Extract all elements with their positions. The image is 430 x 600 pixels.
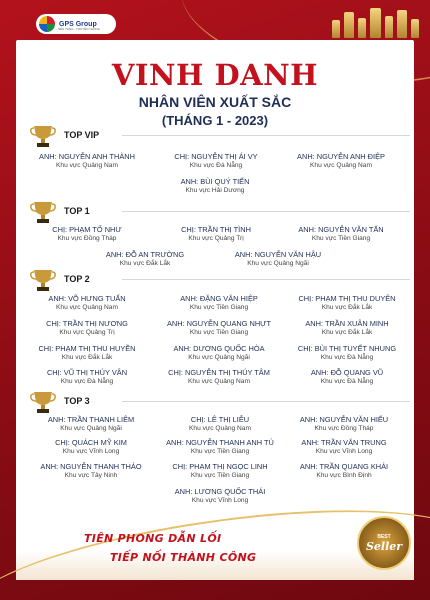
honoree	[154, 319, 284, 336]
globe-icon	[39, 16, 55, 32]
honoree-area: Khu vực Đà Nẵng	[320, 354, 374, 361]
honoree-area: Khu vực Tiền Giang	[189, 329, 249, 336]
honoree	[279, 415, 409, 432]
section-title: TOP 2	[64, 274, 90, 284]
honoree-name: ANH: ĐỖ AN TRƯỜNG	[105, 250, 185, 259]
honoree-name: ANH: TRẦN THANH LIÊM	[47, 415, 135, 424]
section-header	[30, 124, 410, 146]
honoree	[22, 319, 152, 336]
best-seller-badge	[357, 516, 411, 570]
honoree-name: ANH: ĐỖ QUANG VŨ	[310, 368, 384, 377]
honoree-area: Khu vực Quảng Nam	[310, 162, 372, 169]
honoree-area: Khu vực Đà Nẵng	[60, 378, 114, 385]
honoree	[282, 344, 412, 361]
honoree-name: ANH: NGUYỄN THANH ANH TÚ	[166, 438, 274, 447]
section-top-1	[30, 200, 410, 270]
honoree-area: Khu vực Đà Nẵng	[189, 162, 243, 169]
honoree-name: CHỊ: QUÁCH MỸ KIM	[55, 438, 127, 447]
honoree	[282, 319, 412, 336]
page-subtitle: NHÂN VIÊN XUẤT SẮC	[138, 94, 292, 110]
honoree-name: ANH: NGUYỄN VĂN HIẾU	[299, 415, 389, 424]
section-header	[30, 268, 410, 290]
section-top-2	[30, 268, 410, 388]
honoree-area: Khu vực Quảng Ngãi	[247, 260, 309, 267]
honoree-area: Khu vực Bình Định	[316, 472, 372, 479]
section-title: TOP 1	[64, 206, 90, 216]
section-top-3	[30, 390, 410, 520]
honoree	[26, 415, 156, 432]
honoree-name: ANH: LƯƠNG QUỐC THÁI	[174, 487, 266, 496]
honoree	[155, 487, 285, 504]
logo-subtext: NẾN TẢNG - TRUYỀN THÔNG	[58, 27, 101, 31]
honoree-name: CHỊ: NGUYỄN THỊ THÚY TÂM	[168, 368, 270, 377]
honoree	[154, 294, 284, 311]
slogan-line-2: TIẾP NỐI THÀNH CÔNG	[110, 551, 257, 564]
honoree	[26, 462, 156, 479]
honoree	[279, 438, 409, 455]
honoree-name: ANH: DƯƠNG QUỐC HÒA	[173, 344, 265, 353]
honoree	[279, 462, 409, 479]
trophy-cup-icon	[30, 124, 56, 148]
honoree-name: ANH: NGUYỄN THANH THẢO	[40, 462, 142, 471]
honoree-area: Khu vực Tiền Giang	[311, 235, 371, 242]
honoree-area: Khu vực Hải Dương	[185, 187, 245, 194]
honoree	[151, 152, 281, 169]
honoree-area: Khu vực Quảng Nam	[188, 378, 250, 385]
honoree-area: Khu vực Đồng Tháp	[314, 425, 374, 432]
section-header	[30, 200, 410, 222]
honoree-name: CHỊ: PHẠM THỊ NGỌC LINH	[172, 462, 268, 471]
period-label: (THÁNG 1 - 2023)	[161, 113, 269, 128]
honoree-name: CHỊ: PHẠM TỐ NHƯ	[52, 225, 122, 234]
honoree-area: Khu vực Đắk Lắk	[321, 304, 373, 311]
honoree-name: ANH: NGUYỄN ANH THÀNH	[39, 152, 135, 161]
honoree-area: Khu vực Tiền Giang	[190, 448, 250, 455]
honoree-area: Khu vực Đắk Lắk	[321, 329, 373, 336]
honoree-area: Khu vực Quảng Ngãi	[188, 354, 250, 361]
gps-group-logo	[36, 14, 116, 34]
honoree	[22, 294, 152, 311]
honoree	[276, 225, 406, 242]
honoree-name: CHỊ: VŨ THỊ THÚY VÂN	[46, 368, 128, 377]
section-divider	[122, 135, 410, 136]
honoree-name: CHỊ: TRẦN THỊ NƯƠNG	[46, 319, 128, 328]
honoree-area: Khu vực Vĩnh Long	[191, 497, 249, 504]
honoree-area: Khu vực Quảng Nam	[56, 304, 118, 311]
honoree	[154, 368, 284, 385]
section-title: TOP 3	[64, 396, 90, 406]
section-title: TOP VIP	[64, 130, 100, 140]
honoree	[155, 462, 285, 479]
honoree-name: ANH: VÕ HƯNG TUẤN	[48, 294, 126, 303]
honoree-area: Khu vực Quảng Trị	[188, 235, 244, 242]
honoree-area: Khu vực Tiền Giang	[190, 472, 250, 479]
honoree-name: ANH: NGUYỄN QUANG NHỰT	[166, 319, 272, 328]
honoree-name: ANH: TRẦN XUÂN MINH	[305, 319, 389, 328]
honoree	[155, 438, 285, 455]
honoree	[22, 368, 152, 385]
honoree	[151, 225, 281, 242]
honoree-name: CHỊ: PHẠM THỊ THU DUYÊN	[298, 294, 396, 303]
honoree-area: Khu vực Đắk Lắk	[61, 354, 113, 361]
honoree	[150, 177, 280, 194]
honoree	[26, 438, 156, 455]
trophy-cup-icon	[30, 390, 56, 414]
honoree-name: ANH: BÙI QUÝ TIẾN	[180, 177, 250, 186]
honoree-name: ANH: TRẦN QUANG KHẢI	[299, 462, 389, 471]
honoree-area: Khu vực Đà Nẵng	[320, 378, 374, 385]
honoree-area: Khu vực Vĩnh Long	[315, 448, 373, 455]
honoree-area: Khu vực Tây Ninh	[64, 472, 118, 479]
slogan-line-1: TIÊN PHONG DẪN LỐI	[84, 532, 222, 545]
honoree	[22, 344, 152, 361]
honoree	[155, 415, 285, 432]
honoree-area: Khu vực Quảng Trị	[59, 329, 115, 336]
honoree-area: Khu vực Đắk Lắk	[119, 260, 171, 267]
honoree-name: CHỊ: LÊ THỊ LIỄU	[190, 415, 250, 424]
honoree-name: CHỊ: BÙI THỊ TUYẾT NHUNG	[297, 344, 397, 353]
honoree-name: ANH: ĐẶNG VĂN HIỆP	[180, 294, 258, 303]
honoree	[22, 152, 152, 169]
section-divider	[122, 211, 410, 212]
honoree	[282, 368, 412, 385]
honoree-name: ANH: TRẦN VĂN TRUNG	[301, 438, 387, 447]
honoree-name: ANH: NGUYỄN VĂN HẬU	[234, 250, 322, 259]
honoree-area: Khu vực Tiền Giang	[189, 304, 249, 311]
honoree-name: ANH: NGUYỄN ANH ĐIỆP	[297, 152, 385, 161]
trophy-cup-icon	[30, 200, 56, 224]
logo-text: GPS Group	[59, 20, 97, 28]
honoree-area: Khu vực Quảng Ngãi	[60, 425, 122, 432]
trophies-icon	[330, 6, 426, 38]
honoree	[276, 152, 406, 169]
section-divider	[122, 279, 410, 280]
honoree-area: Khu vực Quảng Nam	[189, 425, 251, 432]
honoree-area: Khu vực Quảng Nam	[56, 162, 118, 169]
honoree	[282, 294, 412, 311]
honoree	[154, 344, 284, 361]
honoree	[22, 225, 152, 242]
honoree-name: ANH: NGUYỄN VĂN TẤN	[298, 225, 384, 234]
section-header	[30, 390, 410, 412]
honoree-name: CHỊ: TRẦN THỊ TÌNH	[181, 225, 251, 234]
honoree	[80, 250, 210, 267]
section-divider	[122, 401, 410, 402]
honoree-name: CHỊ: PHẠM THỊ THU HUYỀN	[38, 344, 136, 353]
trophy-cup-icon	[30, 268, 56, 292]
badge-top-text: BEST	[377, 533, 391, 540]
honoree-area: Khu vực Đồng Tháp	[57, 235, 117, 242]
badge-main-text: Seller	[365, 539, 403, 553]
honoree-name: CHỊ: NGUYỄN THỊ ÁI VY	[174, 152, 258, 161]
page-title: VINH DANH	[111, 58, 319, 92]
section-top-vip	[30, 124, 410, 204]
honoree-area: Khu vực Vĩnh Long	[62, 448, 120, 455]
honoree	[213, 250, 343, 267]
